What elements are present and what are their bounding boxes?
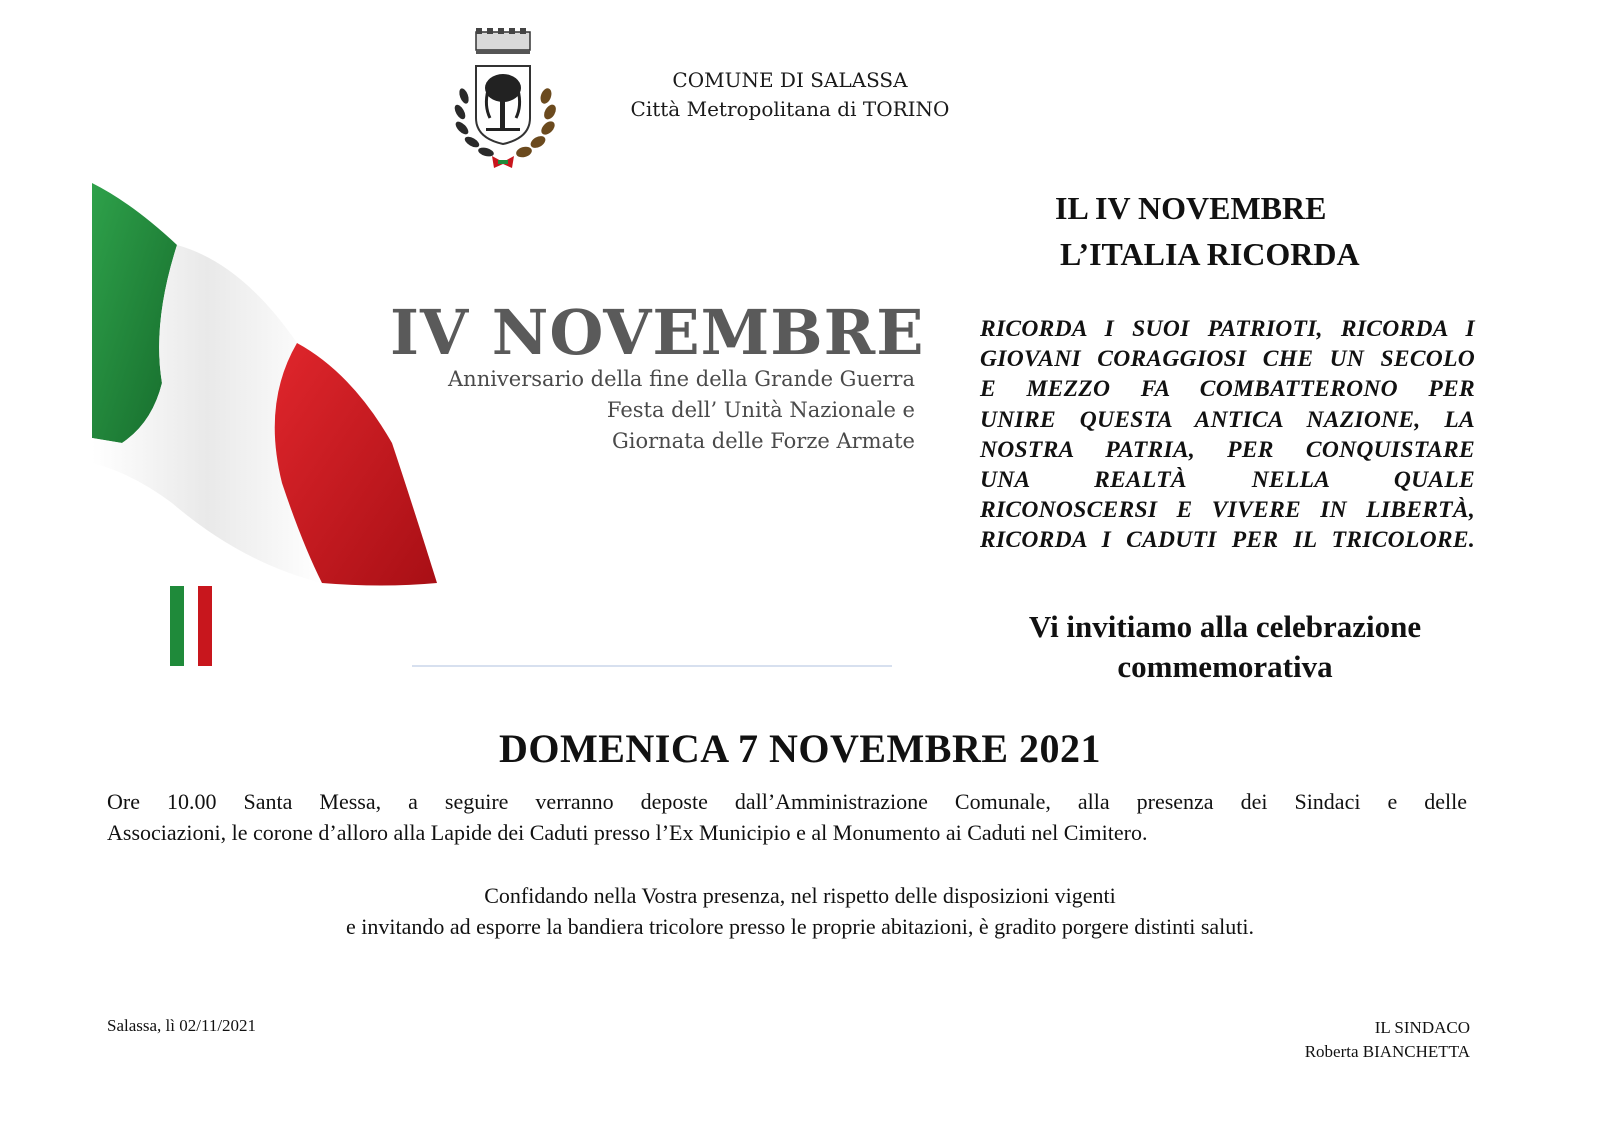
invite-line-2: commemorativa	[1117, 649, 1333, 684]
title-line-1: IL IV NOVEMBRE	[1055, 190, 1327, 226]
invite-line-1: Vi invitiamo alla celebrazione	[1028, 609, 1422, 644]
poem-line: E MEZZO FA COMBATTERONO PER	[980, 376, 1475, 403]
invitation	[990, 607, 1460, 687]
closing-line-2: e invitando ad esporre la bandiera tricolore presso le proprie abitazioni, è gradito porgere distinti saluti.	[345, 914, 1254, 939]
event-date: DOMENICA 7 NOVEMBRE 2021	[498, 726, 1102, 771]
closing-remarks	[0, 880, 1600, 942]
poem-line: GIOVANI CORAGGIOSI CHE UN SECOLO	[980, 346, 1475, 373]
poem-line: RICORDA I CADUTI PER IL TRICOLORE.	[980, 527, 1475, 554]
banner-subtitle-3: Giornata delle Forze Armate	[611, 429, 915, 453]
poem-line: NOSTRA PATRIA, PER CONQUISTARE	[980, 436, 1475, 463]
details-line-2: Associazioni, le corone d’alloro alla Lapide dei Caduti presso l’Ex Municipio e al Monumento ai Caduti nel Cimitero.	[107, 820, 1148, 845]
title-line-2: L’ITALIA RICORDA	[1060, 236, 1360, 272]
signatory-role: IL SINDACO	[1374, 1018, 1470, 1037]
signatory-name: Roberta BIANCHETTA	[1304, 1042, 1470, 1061]
closing-line-1: Confidando nella Vostra presenza, nel rispetto delle disposizioni vigenti	[484, 883, 1116, 908]
banner-title: IV NOVEMBRE	[390, 296, 925, 369]
poem-line: UNIRE QUESTA ANTICA NAZIONE, LA	[980, 406, 1475, 433]
poem-line: RICONOSCERSI E VIVERE IN LIBERTÀ,	[980, 497, 1475, 524]
details-line-1: Ore 10.00 Santa Messa, a seguire verranno deposte dall’Amministrazione Comunale, alla presenza dei Sindaci e delle	[107, 789, 1467, 814]
event-details	[107, 786, 1467, 848]
commemoration-title	[1050, 185, 1380, 277]
commemoration-text	[980, 314, 1475, 556]
poem-line: RICORDA I SUOI PATRIOTI, RICORDA I	[980, 316, 1475, 342]
small-tricolor-icon	[170, 586, 212, 666]
municipality-name: COMUNE DI SALASSA	[672, 68, 908, 92]
municipal-crest-icon	[446, 26, 566, 176]
province-name: Città Metropolitana di TORINO	[630, 97, 950, 121]
banner-subtitle-1: Anniversario della fine della Grande Guerra	[448, 367, 915, 391]
signature-block	[1305, 1016, 1470, 1064]
banner-subtitle-2: Festa dell’ Unità Nazionale e	[606, 398, 915, 422]
place-and-date: Salassa, lì 02/11/2021	[107, 1016, 257, 1035]
poem-line: UNA REALTÀ NELLA QUALE	[980, 467, 1475, 494]
municipality-header	[600, 66, 980, 124]
